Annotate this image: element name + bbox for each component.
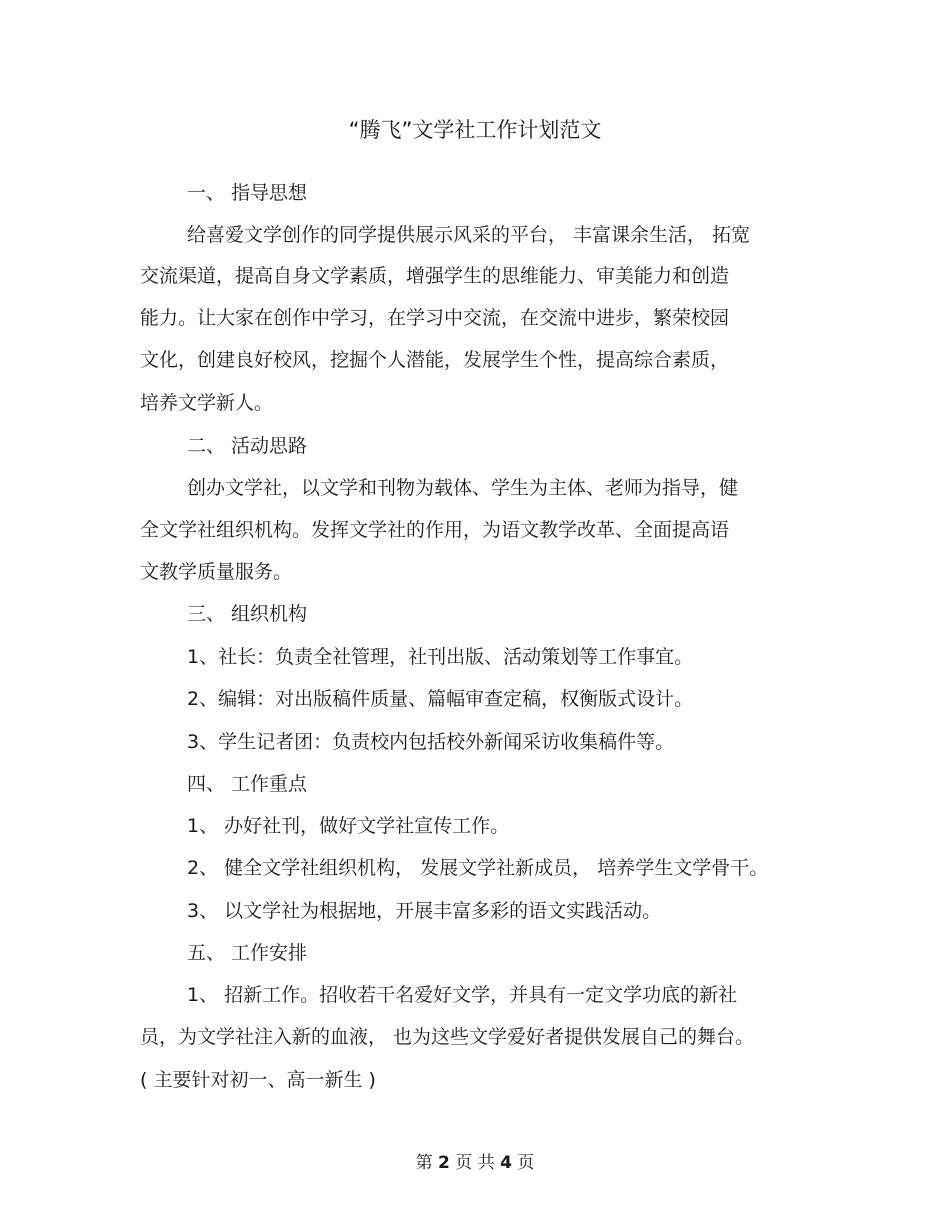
list-item: 1、 办好社刊，做好文学社宣传工作。 (187, 815, 510, 837)
section-heading-4: 四、 工作重点 (187, 773, 308, 795)
footer-page-number: 2 (438, 1153, 450, 1173)
page-title: “腾飞”文学社工作计划范文 (348, 118, 602, 142)
footer-total-pages: 4 (500, 1153, 512, 1173)
paragraph-line: 员，为文学社注入新的血液， 也为这些文学爱好者提供发展自己的舞台。 (140, 1026, 755, 1048)
paragraph-line: 创办文学社，以文学和刊物为载体、学生为主体、老师为指导，健 (187, 477, 739, 499)
section-heading-1: 一、 指导思想 (187, 182, 308, 204)
footer-suffix: 页 (517, 1153, 535, 1173)
section-heading-2: 二、 活动思路 (187, 435, 308, 457)
paragraph-line: 能力。让大家在创作中学习，在学习中交流，在交流中进步，繁荣校园 (140, 307, 730, 329)
list-item: 3、学生记者团：负责校内包括校外新闻采访收集稿件等。 (187, 731, 675, 753)
paragraph-line: 给喜爱文学创作的同学提供展示风采的平台， 丰富课余生活， 拓宽 (187, 224, 751, 246)
list-item: 1、 招新工作。招收若干名爱好文学，并具有一定文学功底的新社 (187, 984, 738, 1006)
footer-prefix: 第 (415, 1153, 433, 1173)
list-item: 3、 以文学社为根据地，开展丰富多彩的语文实践活动。 (187, 900, 662, 922)
list-item: 2、编辑：对出版稿件质量、篇幅审查定稿，权衡版式设计。 (187, 688, 694, 710)
list-item: 2、 健全文学社组织机构， 发展文学社新成员， 培养学生文学骨干。 (187, 857, 769, 879)
section-heading-3: 三、 组织机构 (187, 603, 308, 625)
list-item: 1、社长：负责全社管理，社刊出版、活动策划等工作事宜。 (187, 646, 694, 668)
paragraph-line: 交流渠道，提高自身文学素质，增强学生的思维能力、审美能力和创造 (140, 265, 730, 287)
paragraph-line: ( 主要针对初一、高一新生 ) (140, 1069, 376, 1091)
footer-mid: 页 共 (455, 1153, 495, 1173)
page-footer (0, 1148, 950, 1178)
section-heading-5: 五、 工作安排 (187, 942, 308, 964)
paragraph-line: 培养文学新人。 (140, 392, 274, 414)
paragraph-line: 文化，创建良好校风，挖掘个人潜能，发展学生个性，提高综合素质， (140, 349, 730, 371)
paragraph-line: 全文学社组织机构。发挥文学社的作用，为语文教学改革、全面提高语 (140, 519, 730, 541)
paragraph-line: 文教学质量服务。 (140, 561, 293, 583)
